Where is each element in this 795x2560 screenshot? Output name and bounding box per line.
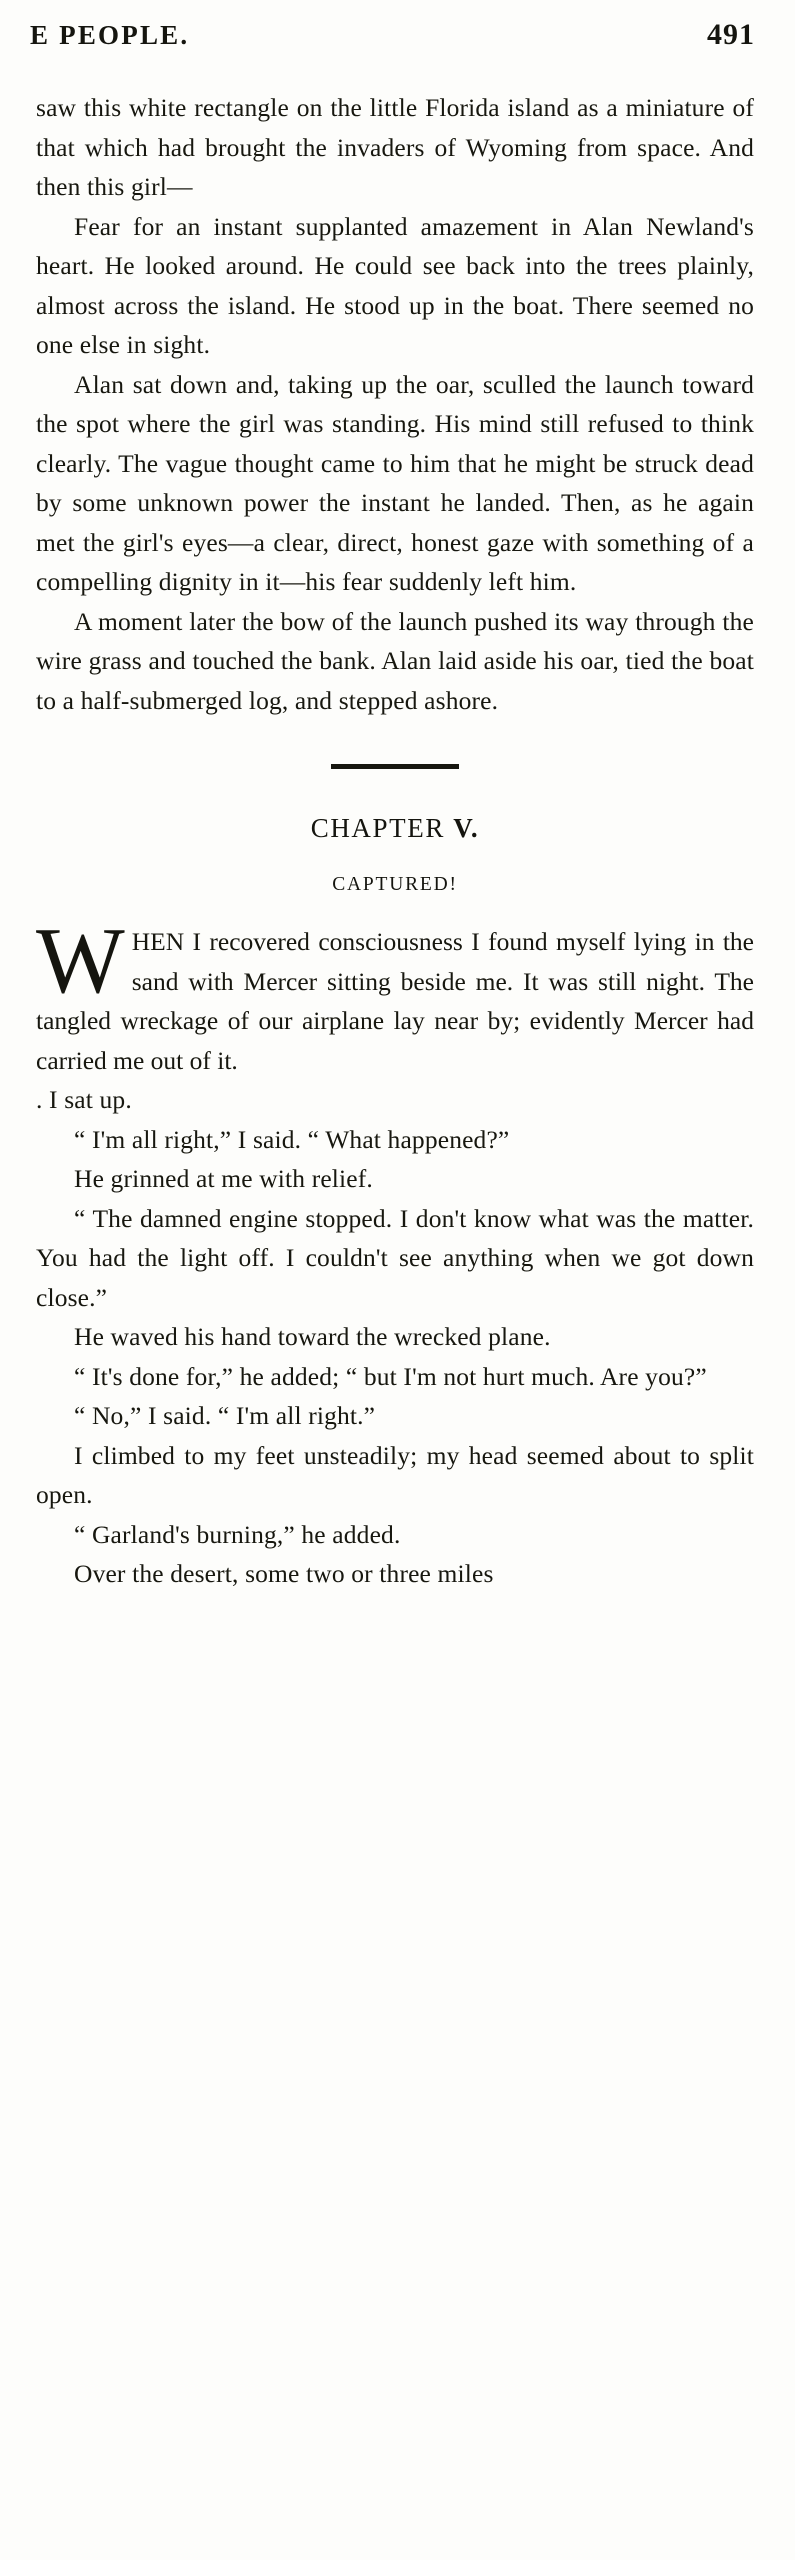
paragraph: “ I'm all right,” I said. “ What happened?” xyxy=(74,1124,510,1154)
paragraph: A moment later the bow of the launch pushed its way through the wire grass and touched the bank. Alan laid aside his oar, tied the boat to a half-submerged log, and stepped ashore. xyxy=(36,606,754,715)
chapter-opening-paragraph xyxy=(36,909,754,1080)
paragraph: “ No,” I said. “ I'm all right.” xyxy=(74,1401,376,1430)
paragraph: “ It's done for,” he added; “ but I'm not hurt much. Are you?” xyxy=(74,1361,707,1391)
paragraph: He waved his hand toward the wrecked plane. xyxy=(74,1322,551,1351)
chapter-heading xyxy=(36,813,754,844)
chapter-heading-word: CHAPTER xyxy=(310,813,445,843)
paragraph: “ The damned engine stopped. I don't know what was the matter. You had the light off. I couldn't see anything when we got down close.” xyxy=(36,1203,754,1312)
paragraph: Fear for an instant supplanted amazement in Alan Newland's heart. He looked around. He could see back into the trees plainly, almost across the island. He stood up in the boat. There seemed no one else in sight. xyxy=(36,211,754,359)
paragraph: . I sat up. xyxy=(36,1085,132,1114)
paragraph: “ Garland's burning,” he added. xyxy=(74,1519,401,1549)
paragraph: Over the desert, some two or three miles xyxy=(74,1559,494,1588)
section-divider xyxy=(36,764,754,769)
paragraph: I climbed to my feet unsteadily; my head seemed about to split open. xyxy=(36,1440,754,1509)
running-title: E PEOPLE. xyxy=(30,20,190,50)
chapter-heading-number: V. xyxy=(453,813,480,843)
paragraph: Alan sat down and, taking up the oar, sculled the launch toward the spot where the girl was standing. His mind still refused to think clearly. The vague thought came to him that he might be struck dead by some unknown power the instant he landed. Then, as he again met the girl's eyes—a clear, direct, honest gaze with something of a compelling dignity in it—his fear suddenly left him. xyxy=(36,369,754,596)
page-number: 491 xyxy=(707,18,755,51)
chapter-opening-text: HEN I recovered consciousness I found myself lying in the sand with Mercer sitting beside me. It was still night. The tangled wreckage of our airplane lay near by; evidently Mercer had carried me out of it. xyxy=(36,927,754,1075)
paragraph: He grinned at me with relief. xyxy=(74,1164,373,1193)
divider-rule xyxy=(331,764,459,769)
drop-cap: W xyxy=(36,909,125,1013)
text-column xyxy=(36,88,754,1594)
paragraph: saw this white rectangle on the little Florida island as a miniature of that which had brought the invaders of Wyoming from space. And then this girl— xyxy=(36,93,754,201)
chapter-subtitle: CAPTURED! xyxy=(332,874,458,895)
page-header xyxy=(30,18,755,52)
